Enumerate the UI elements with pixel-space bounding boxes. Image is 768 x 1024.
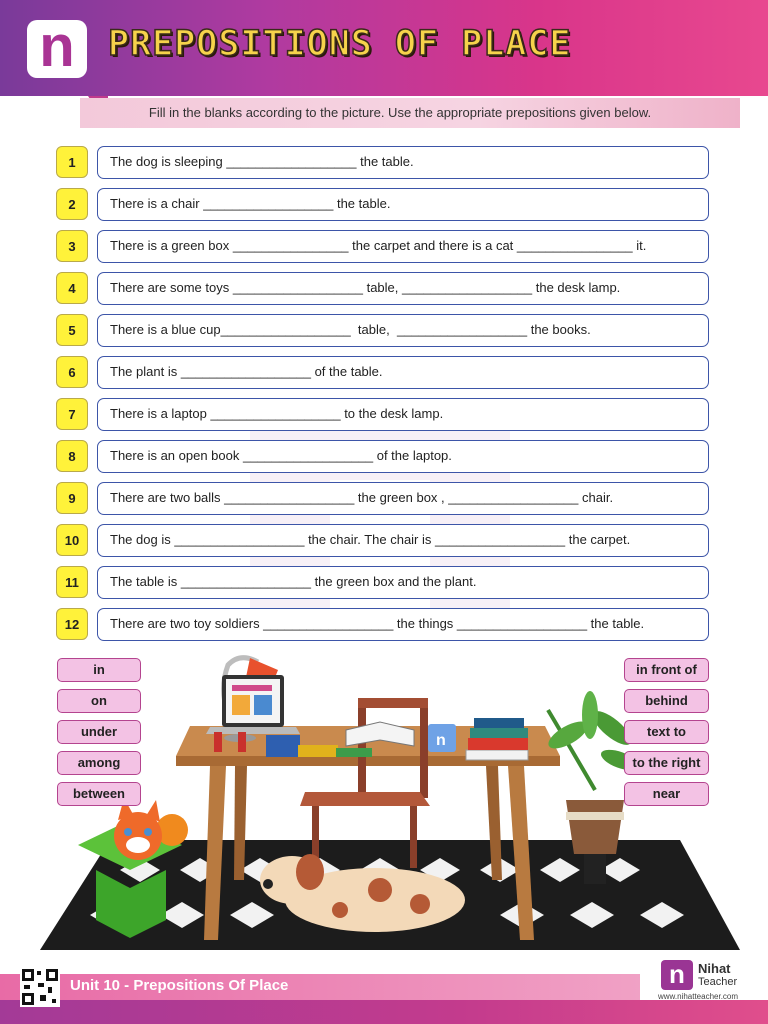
page-title: PREPOSITIONS OF PLACE (108, 24, 572, 64)
exercise-number: 11 (56, 566, 88, 598)
exercise-number: 6 (56, 356, 88, 388)
exercise-number: 2 (56, 188, 88, 220)
exercise-number: 12 (56, 608, 88, 640)
exercise-sentence[interactable]: There is a laptop __________________ to the desk lamp. (97, 398, 709, 431)
blue-cup (428, 724, 456, 752)
books-stack (466, 718, 528, 760)
exercise-sentence[interactable]: The dog is sleeping __________________ the table. (97, 146, 709, 179)
word-option[interactable]: to the right (624, 751, 709, 775)
word-option[interactable]: text to (624, 720, 709, 744)
exercise-number: 7 (56, 398, 88, 430)
word-option[interactable]: in (57, 658, 141, 682)
exercise-sentence[interactable]: The plant is __________________ of the table. (97, 356, 709, 389)
word-option[interactable]: among (57, 751, 141, 775)
brand-logo: n (661, 960, 693, 990)
exercise-sentence[interactable]: There is an open book __________________ of the laptop. (97, 440, 709, 473)
word-option[interactable]: under (57, 720, 141, 744)
word-option[interactable]: behind (624, 689, 709, 713)
header-banner (0, 0, 768, 96)
exercise-number: 9 (56, 482, 88, 514)
exercise-number: 3 (56, 230, 88, 262)
logo-letter: n (39, 14, 75, 79)
exercise-sentence[interactable]: There is a chair __________________ the table. (97, 188, 709, 221)
exercise-sentence[interactable]: There are two balls __________________ the green box , __________________ chair. (97, 482, 709, 515)
exercise-sentence[interactable]: There is a blue cup__________________ table, __________________ the books. (97, 314, 709, 347)
brand-subtitle: Teacher (698, 976, 738, 988)
word-option[interactable]: on (57, 689, 141, 713)
exercise-sentence[interactable]: The dog is __________________ the chair. The chair is __________________ the carpet. (97, 524, 709, 557)
logo (27, 14, 87, 79)
word-option[interactable]: near (624, 782, 709, 806)
word-option[interactable]: between (57, 782, 141, 806)
brand-name: Nihat (698, 961, 731, 976)
svg-text:n: n (436, 732, 446, 749)
exercise-number: 10 (56, 524, 88, 556)
exercise-number: 8 (56, 440, 88, 472)
exercise-number: 5 (56, 314, 88, 346)
exercise-sentence[interactable]: The table is __________________ the green box and the plant. (97, 566, 709, 599)
exercise-sentence[interactable]: There are two toy soldiers __________________ the things __________________ the table. (97, 608, 709, 641)
instruction-text: Fill in the blanks according to the picture. Use the appropriate prepositions given below. (148, 105, 652, 120)
qr-code-icon (20, 967, 60, 1007)
exercise-sentence[interactable]: There is a green box ________________ the carpet and there is a cat ________________ it. (97, 230, 709, 263)
laptop (206, 675, 300, 734)
exercise-number: 1 (56, 146, 88, 178)
exercise-sentence[interactable]: There are some toys __________________ table, __________________ the desk lamp. (97, 272, 709, 305)
footer-unit-title: Unit 10 - Prepositions Of Place (70, 977, 289, 994)
exercise-number: 4 (56, 272, 88, 304)
brand-url: www.nihatteacher.com (658, 992, 739, 1001)
word-option[interactable]: in front of (624, 658, 709, 682)
footer-bottom-strip (0, 1000, 768, 1024)
